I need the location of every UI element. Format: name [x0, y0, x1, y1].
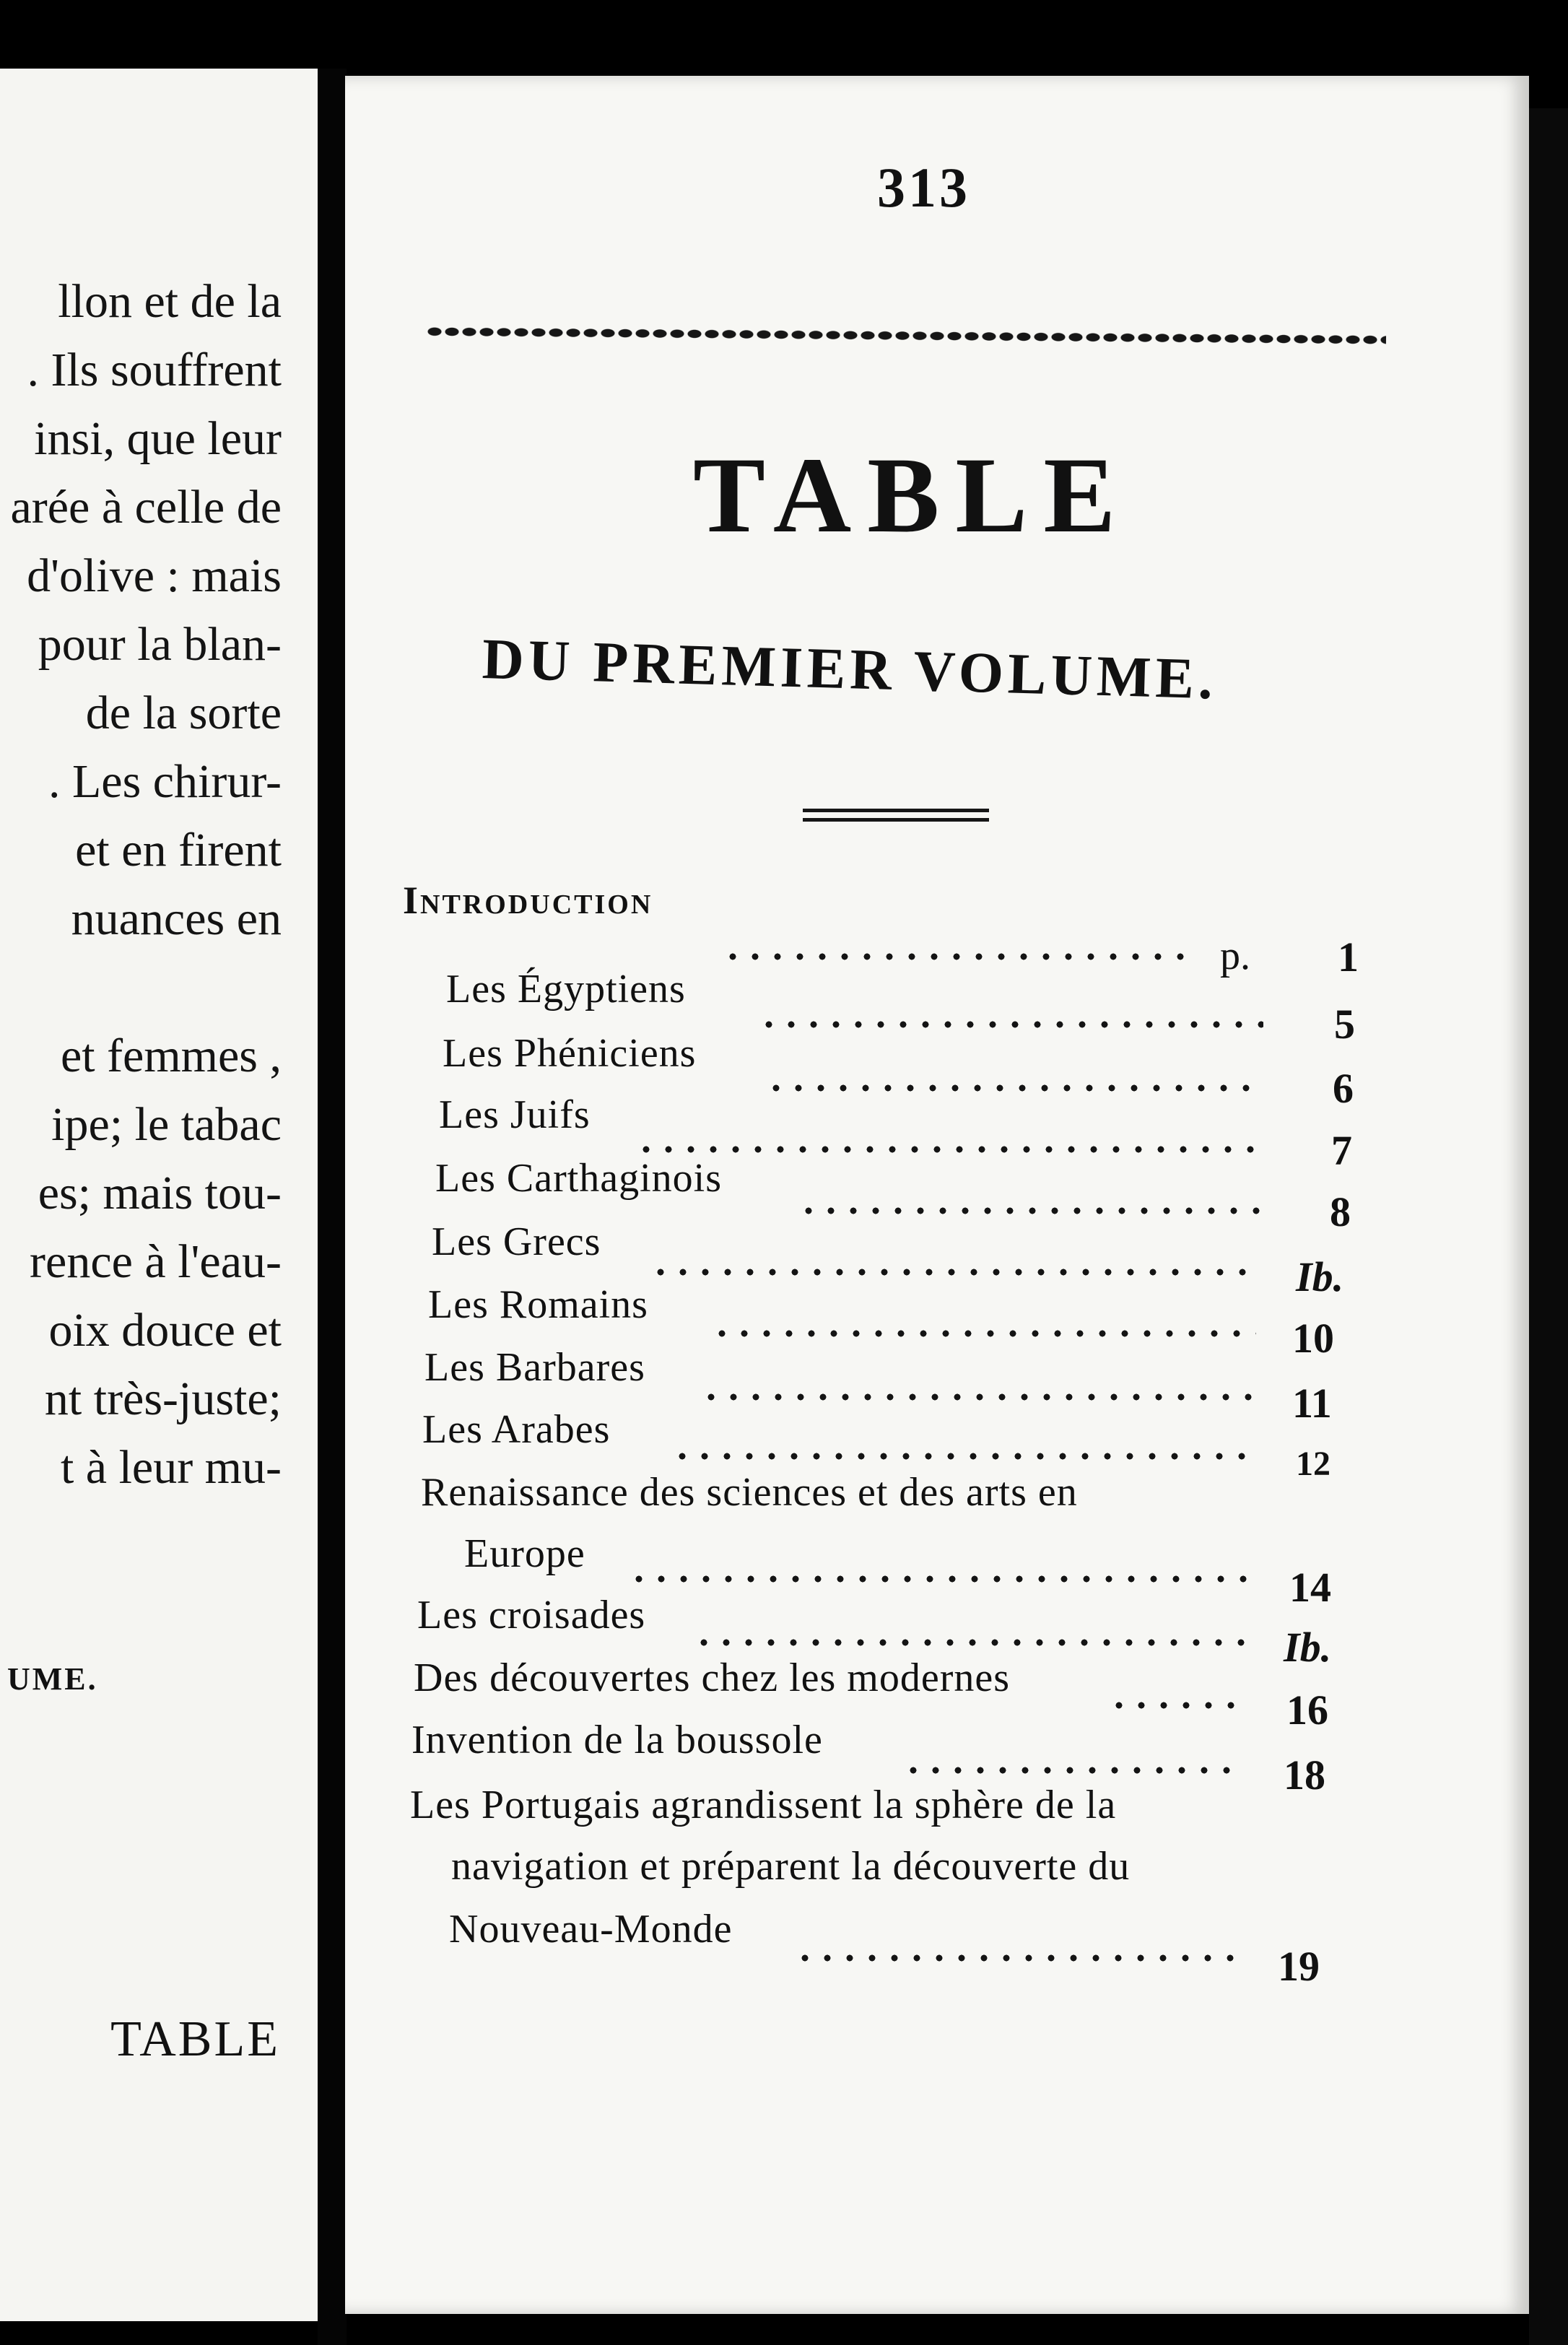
toc-entry-label: Les Romains [428, 1282, 648, 1327]
toc-entry-continuation: Europe [464, 1531, 585, 1576]
toc-entry-continuation: navigation et préparent la découverte du [451, 1844, 1131, 1889]
toc-entry-page: 14 [1289, 1564, 1331, 1611]
toc-entry-label: Renaissance des sciences et des arts en [421, 1470, 1078, 1515]
left-text-line: oix douce et [48, 1304, 282, 1357]
toc-entry-label: Introduction [403, 879, 653, 922]
left-text-line: et femmes , [60, 1030, 282, 1082]
dot-leader [628, 1574, 1249, 1584]
toc-entry-label: Les Phéniciens [443, 1031, 697, 1076]
toc-entry-page: 19 [1278, 1943, 1320, 1990]
left-text-line: de la sorte [85, 687, 282, 739]
toc-entry [432, 1219, 601, 1265]
left-page-signature: UME. [7, 1661, 98, 1697]
dot-leader [693, 1637, 1249, 1648]
dot-leader [671, 1451, 1249, 1461]
toc-entry [422, 1406, 610, 1453]
toc-entry [428, 1282, 648, 1328]
dot-leader [765, 1083, 1263, 1093]
dot-leader [794, 1953, 1242, 1963]
toc-entry [410, 1782, 1116, 1828]
left-text-line: nt très-juste; [44, 1372, 282, 1425]
page-title: TABLE [693, 435, 1132, 555]
toc-entry-page: Ib. [1296, 1253, 1344, 1300]
toc-entry [424, 1344, 645, 1391]
left-text-line: rence à l'eau- [30, 1235, 282, 1288]
toc-entry-label: Les Barbares [424, 1345, 645, 1390]
toc-entry-page: 11 [1292, 1380, 1332, 1427]
toc-entry-label: Les Égyptiens [446, 967, 686, 1011]
toc-entry-label: Les Juifs [439, 1092, 591, 1137]
dot-leader [902, 1765, 1245, 1775]
toc-entry-page: 12 [1296, 1445, 1330, 1483]
left-text-line: et en firent [75, 824, 282, 876]
toc-entry-page: 18 [1284, 1752, 1325, 1798]
toc-entry-page: 10 [1292, 1315, 1334, 1362]
toc-entry-page: 8 [1330, 1188, 1351, 1235]
toc-entry-label: Les Grecs [432, 1219, 601, 1264]
toc-entry-label: Des découvertes chez les modernes [414, 1656, 1010, 1700]
toc-entry [443, 1030, 696, 1076]
toc-entry [446, 966, 686, 1012]
page-subtitle: DU PREMIER VOLUME. [481, 627, 1219, 712]
left-text-line: llon et de la [58, 275, 282, 328]
left-text-line: t à leur mu- [60, 1441, 282, 1494]
toc-entry [411, 1717, 823, 1763]
toc-entry-page: 5 [1334, 1001, 1355, 1048]
toc-entry [421, 1469, 1078, 1515]
toc-entry-page: 1 [1338, 934, 1359, 980]
toc-entry [414, 1655, 1010, 1701]
dot-leader [635, 1144, 1263, 1154]
toc-entry [439, 1092, 591, 1138]
left-text-line: arée à celle de [10, 481, 282, 534]
toc-entry-page: 7 [1331, 1127, 1352, 1174]
dot-leader [711, 1328, 1256, 1339]
toc-entry-page: 16 [1286, 1687, 1328, 1733]
dot-leader [650, 1267, 1256, 1277]
toc-entry-label: Les croisades [417, 1593, 646, 1637]
toc-entry-page: Ib. [1284, 1624, 1332, 1671]
left-text-line: pour la blan- [38, 618, 282, 671]
left-text-line: d'olive : mais [27, 549, 282, 602]
dot-leader [722, 952, 1198, 962]
toc-entry-label: Les Portugais agrandissent la sphère de la [410, 1783, 1117, 1827]
left-text-line: . Les chirur- [48, 755, 282, 808]
left-page-catchword: TABLE [110, 2011, 280, 2067]
left-text-line: nuances en [71, 892, 282, 945]
page-prefix: p. [1220, 934, 1250, 978]
toc-entry-page: 6 [1333, 1065, 1354, 1112]
page-number: 313 [877, 156, 970, 219]
dot-leader [1108, 1700, 1249, 1710]
dot-leader [798, 1206, 1260, 1216]
left-text-line: insi, que leur [34, 412, 282, 465]
toc-entry-label: Les Carthaginois [435, 1156, 723, 1201]
toc-entry-continuation: Nouveau-Monde [449, 1907, 733, 1952]
dot-leader [758, 1019, 1263, 1030]
toc-entry [403, 877, 653, 923]
left-text-line: es; mais tou- [38, 1167, 282, 1219]
dot-leader [700, 1392, 1253, 1402]
toc-entry [435, 1155, 722, 1201]
left-text-line: . Ils souffrent [27, 344, 282, 396]
left-text-line: ipe; le tabac [51, 1098, 282, 1151]
toc-entry-label: Les Arabes [422, 1407, 611, 1452]
toc-entry [417, 1592, 645, 1638]
toc-entry-label: Invention de la boussole [411, 1718, 823, 1762]
